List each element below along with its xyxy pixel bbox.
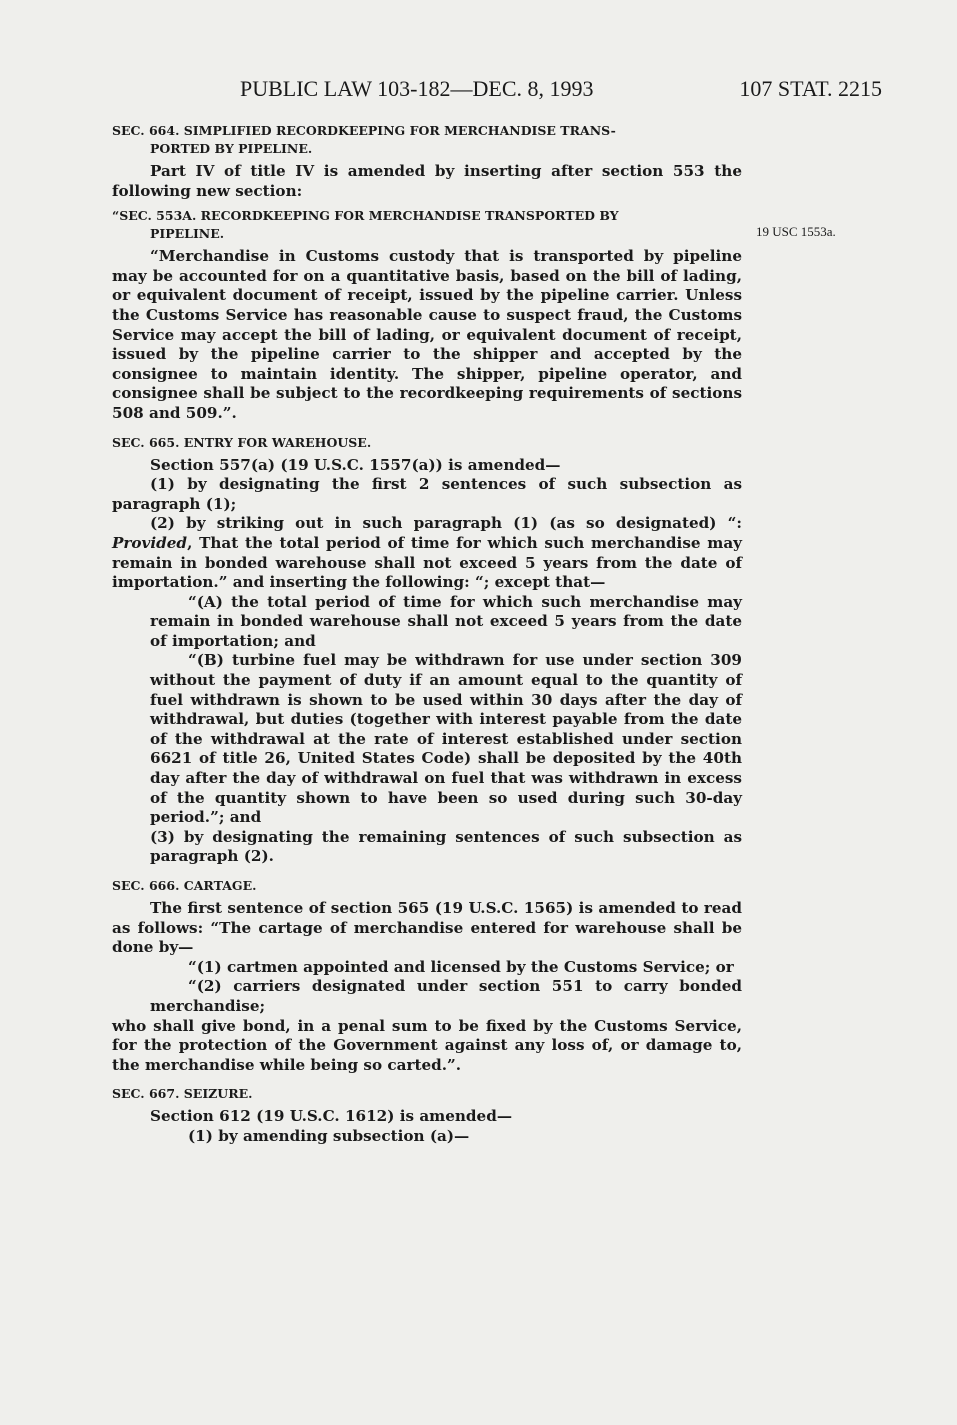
list-item: (2) by striking out in such paragraph (1) (as so designated) “: Provided, That the total period of time for which such merchandise may remain in bonded warehouse shall not exceed 5 years from the date of importation.” and inserting the following: “; except that— — [112, 514, 742, 592]
list-item: (1) by amending subsection (a)— — [188, 1126, 470, 1145]
section-heading: SEC. 667. SEIZURE. — [112, 1086, 253, 1102]
paragraph: who shall give bond, in a penal sum to be fixed by the Customs Service, for the protection of the Government against any loss of, or damage to, the merchandise while being so carted.”. — [112, 1016, 742, 1074]
list-item: (3) by designating the remaining sentences of such subsection as paragraph (2). — [150, 827, 742, 866]
section-667 — [112, 1085, 742, 1146]
section-heading: SEC. 664. SIMPLIFIED RECORDKEEPING FOR MERCHANDISE TRANS- PORTED BY PIPELINE. — [112, 123, 616, 156]
paragraph: The first sentence of section 565 (19 U.S.C. 1565) is amended to read as follows: “The cartage of merchandise entered for warehouse shall be done by— — [112, 899, 742, 957]
paragraph: Section 612 (19 U.S.C. 1612) is amended— — [150, 1107, 513, 1126]
list-item: “(B) turbine fuel may be withdrawn for use under section 309 without the payment of duty if an amount equal to the quantity of fuel withdrawn is shown to be used within 30 days after the day of withdrawal, but duties (together with interest payable from the date of the withdrawal at the rate of interest established under section 6621 of title 26, United States Code) shall be deposited by the 40th day after the day of withdrawal on fuel that was withdrawn in excess of the quantity shown to have been so used during such 30-day period.”; and — [150, 651, 742, 827]
paragraph: Section 557(a) (19 U.S.C. 1557(a)) is amended— — [150, 455, 561, 474]
public-law-title: PUBLIC LAW 103-182—DEC. 8, 1993 — [240, 76, 594, 101]
paragraph: “Merchandise in Customs custody that is transported by pipeline may be accounted for on a quantitative basis, based on the bill of lading, or equivalent document of receipt, issued by the pipeline carrier. Unless the Customs Service has reasonable cause to suspect fraud, the Customs Service may accept the bill of lading, or equivalent document of receipt, issued by the pipeline carrier to the shipper and accepted by the consignee to maintain identity. The shipper, pipeline operator, and consignee shall be subject to the recordkeeping requirements of sections 508 and 509.”. — [112, 247, 742, 422]
document-body — [112, 122, 742, 1147]
section-heading: SEC. 665. ENTRY FOR WAREHOUSE. — [112, 434, 372, 450]
subsection-heading: “SEC. 553A. RECORDKEEPING FOR MERCHANDISE TRANSPORTED BY PIPELINE. — [112, 208, 619, 242]
list-item: (1) by designating the first 2 sentences of such subsection as paragraph (1); — [112, 475, 742, 513]
section-heading: SEC. 666. CARTAGE. — [112, 878, 257, 893]
margin-note: 19 USC 1553a. — [756, 224, 836, 239]
paragraph: Part IV of title IV is amended by inserting after section 553 the following new section: — [112, 162, 742, 200]
section-666 — [112, 877, 742, 1075]
page-header — [0, 76, 957, 106]
list-item: “(2) carriers designated under section 551 to carry bonded merchandise; — [150, 977, 742, 1015]
list-item: “(A) the total period of time for which such merchandise may remain in bonded warehouse shall not exceed 5 years from the date of importation; and — [150, 592, 742, 650]
statute-page-number: 107 STAT. 2215 — [739, 76, 882, 101]
section-664 — [112, 122, 742, 424]
section-665 — [112, 434, 742, 867]
list-item: “(1) cartmen appointed and licensed by the Customs Service; or — [188, 957, 734, 976]
